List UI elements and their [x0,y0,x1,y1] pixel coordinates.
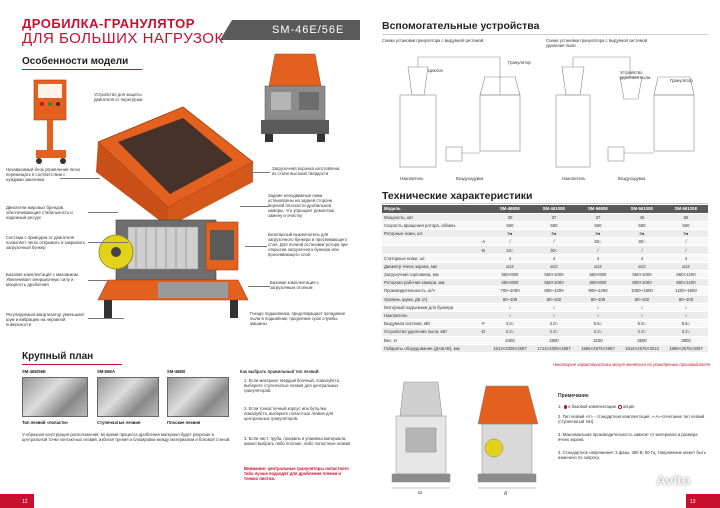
model-banner: SM-46E/56E [232,20,360,40]
spec-row [382,344,708,352]
spec-cell: 4 [620,254,664,262]
spec-cell: 660×1200 [664,271,708,279]
leader-line [240,206,268,207]
label-storage-2: Накопитель [562,176,586,181]
label-blower-2: Воздуходувка [618,176,646,181]
spec-cell [478,287,488,295]
label-damper: Регулируемый амортизатор уменьшает шум и вибрацию на неровной поверхности [6,312,85,327]
avito-watermark: Avito [656,472,691,488]
spec-cell: 2.2○ [488,328,532,336]
spec-cell: 560 [576,221,620,229]
spec-row [382,320,708,328]
legend-standard: в базовой комплектации [568,404,616,409]
leader-line [88,212,118,213]
spec-cell: ○ [532,311,576,319]
spec-cell [478,221,488,229]
spec-cell: 2.2○ [620,328,664,336]
spec-cell: 1000~1500 [620,287,664,295]
legend-option: опция [622,404,635,409]
spec-cell: 45 [620,213,664,221]
section-features-heading: Особенности модели [22,56,129,67]
spec-cell: ○ [576,311,620,319]
spec-cell: 5.5○ [664,320,708,328]
spec-cell: 800×800 [576,279,620,287]
spec-cell: ○ [488,311,532,319]
spec-cell: 2400 [488,336,532,344]
spec-cell: 660×1000 [532,279,576,287]
label-storage: Накопитель [400,176,424,181]
spec-cell: 800~1200 [532,287,576,295]
spec-cell [478,262,488,270]
spec-cell: 30○ [532,246,576,254]
label-drive: Система с приводом от двигателя позволяет легко открывать и закрывать загрузочный бункер [6,235,85,250]
spec-cell: ø12 [664,262,708,270]
howto-item-2: 2. Если тонкостенный корпус или бутылки, пожалуйста, выберите лопастные лезвия для центральных грануляторов. [244,406,334,422]
label-dust-device: Устройство удаления пыли [620,70,651,80]
spec-cell: 560 [488,221,532,229]
spec-cell: Уровень шума, дБ (А) [382,295,478,303]
howto-title: Как выбрать правильный тип лезвий: [240,369,320,374]
spec-cell: 660×800 [488,279,532,287]
note-legend: 1. в базовой комплектации опция [558,404,635,409]
spec-cell: 560 [532,221,576,229]
spec-cell: ø12 [620,262,664,270]
blade-caption-2: Ступенчатые лезвия [97,420,141,425]
machine-side-view [255,46,335,146]
blade-caption-1: Тип лезвий «лопасти» [22,420,69,425]
note-title: Примечание [558,393,589,399]
spec-cell [478,344,488,352]
spec-cell: -F [478,320,488,328]
spec-cell [382,238,478,246]
dimension-width: Ш [418,490,422,495]
section-underline [382,203,708,204]
dimension-drawing [382,376,552,494]
page-number-right: 13 [690,499,696,505]
leader-line [88,318,124,319]
spec-cell: 800×1200 [664,279,708,287]
note-item-4: 4. Стандартное напряжение: 3 фазы, 380 В, 50 Гц. Напряжение может быть изменено по запросу. [558,450,706,461]
section-underline [22,364,122,365]
scheme-2-title: Схема установки гранулятора с выдувной системой удаления пыли [546,38,648,49]
spec-table [382,205,708,353]
right-page [360,0,720,508]
spec-cell: 90~100 [532,295,576,303]
spec-cell: ○ [664,311,708,319]
spec-row [382,262,708,270]
spec-cell: 30○ [576,238,620,246]
blade-model-2: SM-56EA [97,369,116,374]
spec-cell: 5.5○ [576,320,620,328]
spec-row [382,336,708,344]
leader-line [248,286,270,287]
option-ring-icon [618,405,622,409]
spec-cell: Загрузочная горловина, мм [382,271,478,279]
spec-cell: 660×800 [576,271,620,279]
spec-header-cell: SM-56100E [620,205,664,213]
spec-row [382,295,708,303]
spec-cell: ○ [576,303,620,311]
spec-row [382,238,708,246]
label-granulator: Гранулятор [508,60,531,65]
spec-cell: Накопитель [382,311,478,319]
granulator-main-image [88,102,263,327]
spec-cell: ○ [532,303,576,311]
scheme-1-diagram [390,55,540,175]
spec-cell: / [620,246,664,254]
spec-row [382,271,708,279]
howto-item-1: 1. Если материал твердый блочный, пожалуйста, выберите ступенчатые лезвия для центральных грануляторов. [244,378,341,394]
label-motors: Двигатели мировых брендов, обеспечивающие стабильность и надежный ресурс [6,205,73,220]
spec-cell: Роторная рабочая камера, мм [382,279,478,287]
section-underline [22,69,142,70]
v-design-text: V-образная конструкция расположения: во время процесса дробления материал будет разрезан в центральной точке контактных лезвий, избегая трения и блокировки между материалом и боковой стеной. [22,432,231,443]
spec-header-cell: SM-4680E [488,205,532,213]
spec-cell: 3800 [664,336,708,344]
spec-cell: 90~100 [664,295,708,303]
spec-row [382,221,708,229]
spec-row [382,328,708,336]
label-base2: Базовая комплектация с загрузочным отсеком [270,280,319,290]
spec-cell: 5.5○ [620,320,664,328]
leader-line [88,280,108,281]
page-number-left: 12 [22,499,28,505]
spec-cell [478,311,488,319]
label-motor-protect: Устройство для защиты двигателя от перегрузки [94,92,143,102]
spec-cell: ○ [620,311,664,319]
howto-item-3: 3. Если лист, труба, профиль и упаковка материала, можно выбрать либо плоские, либо лопастные лезвия. [244,436,352,447]
spec-cell: 3190 [576,336,620,344]
spec-cell: 1513×2005×2587 [488,344,532,352]
spec-cell: / [664,238,708,246]
blade-model-1: SM-46E/56E [22,369,46,374]
section-specs-heading: Технические характеристики [382,190,533,202]
spec-cell: Статорные ножи, шт. [382,254,478,262]
spec-cell: 560×1000 [532,271,576,279]
spec-row [382,311,708,319]
spec-cell [478,336,488,344]
spec-cell: 1596×2575×2967 [576,344,620,352]
spec-cell: 4 [488,254,532,262]
leader-line [60,178,100,179]
spec-cell [478,303,488,311]
spec-cell [382,246,478,254]
dimension-depth: Д [504,490,507,495]
spec-header-cell [478,205,488,213]
spec-cell: Вес, кг [382,336,478,344]
spec-cell: 2.2○ [576,328,620,336]
spec-cell: 37 [532,213,576,221]
spec-cell: 4.0○ [532,320,576,328]
spec-cell: 2.2○ [532,328,576,336]
spec-cell: ø12 [532,262,576,270]
spec-cell: / [532,238,576,246]
spec-cell: 2800 [532,336,576,344]
spec-header-cell: Модель [382,205,478,213]
spec-cell: 37 [576,213,620,221]
spec-cell: Диаметр ячеек экрана, мм [382,262,478,270]
spec-cell: 1713×2005×2587 [532,344,576,352]
spec-cell: ○ [620,303,664,311]
spec-cell: / [576,246,620,254]
spec-cell: / [488,238,532,246]
note-item-2: 2. Тип лезвий «V» - стандартная комплектация, «-A»-сочетание тип лезвий (ступенчатый тип). [558,414,705,425]
spec-cell: ○ [664,303,708,311]
spec-cell: Моторный подъемник для бункера [382,303,478,311]
spec-cell: ø12 [576,262,620,270]
standard-dot-icon [564,405,568,409]
label-rear-blades: Задние неподвижные ножи установлены на задней стороне верхней плоскости дробильной камеры, что упрощает демонтаж, замену и очистку [268,193,335,218]
blade-photo-flat [167,377,229,417]
spec-cell [478,295,488,303]
control-cabinet-image [20,74,82,169]
label-cyclone: Циклон [428,68,443,73]
spec-cell [478,254,488,262]
section-underline [382,34,708,35]
spec-cell: Габариты оборудования (Д×Ш×В), мм [382,344,478,352]
leader-line [245,246,267,247]
spec-cell: Роторные ножи, шт. [382,230,478,238]
scheme-1-title: Схема установки гранулятора с выдувной системой [382,38,484,43]
spec-cell: 90~100 [576,295,620,303]
spec-cell: 4 [532,254,576,262]
spec-cell [478,213,488,221]
spec-cell: Мощность, квт [382,213,478,221]
spec-cell: Скорость вращения ротора, об/мин. [382,221,478,229]
warning-text: Внимание: центральные грануляторы лопастного типа лучше подходят для дробления пленки и тонких листов. [244,466,349,482]
label-blower: Воздуходувка [456,176,484,181]
spec-cell: 2.2○ [664,328,708,336]
page-subtitle: ДЛЯ БОЛЬШИХ НАГРУЗОК [22,30,224,47]
spec-cell: 6● [532,230,576,238]
section-closeup-heading: Крупный план [22,351,94,362]
spec-cell [478,279,488,287]
spec-cell: / [664,246,708,254]
spec-cell: 560 [664,221,708,229]
spec-header-row [382,205,708,213]
spec-row [382,254,708,262]
spec-cell: 6● [620,230,664,238]
spec-cell: 3500 [620,336,664,344]
spec-cell: 800×1000 [620,279,664,287]
page-title: ДРОБИЛКА-ГРАНУЛЯТОР [22,16,195,31]
spec-cell: ○ [488,303,532,311]
spec-row [382,246,708,254]
leader-line [88,242,128,243]
footer-bar [0,494,34,508]
spec-row [382,279,708,287]
spec-cell: 24○ [488,246,532,254]
spec-cell [478,271,488,279]
spec-row [382,303,708,311]
spec-cell: 90~100 [488,295,532,303]
spec-cell: Выдувная система, кВт [382,320,478,328]
spec-cell: 4.0○ [488,320,532,328]
spec-cell: 6● [664,230,708,238]
spec-cell: -B [478,246,488,254]
spec-header-cell: SM-46100E [532,205,576,213]
blade-photo-paddle [22,377,88,417]
spec-cell: 1986×2575×3097 [664,344,708,352]
spec-cell: 90~100 [620,295,664,303]
spec-cell: 4 [664,254,708,262]
label-control-box: Независимый блок управления легко перемещать в соответствии с нуждами заказчика [6,167,81,182]
blade-photo-stepped [97,377,159,417]
spec-cell: -A [478,238,488,246]
spec-cell: 700~1000 [488,287,532,295]
blade-caption-3: Плоские лезвия [167,420,201,425]
label-bearing: Гнездо подшипника, предотвращает попадание пыли в подшипник, продление срок службы машины [250,311,346,326]
spec-cell: 560×800 [488,271,532,279]
spec-cell: 6● [576,230,620,238]
spec-cell: Устройство удаления пыли, кВт [382,328,478,336]
spec-cell: 55 [664,213,708,221]
label-hopper: Загрузочная воронка изготовлена из стали высокой твердости [272,166,340,176]
spec-row [382,213,708,221]
label-safety: Безопасный выключатель для загрузочного бункера и просеивающего слоя. Для полной остановки ротора при открытии загрузочного бункера или просеивающего слоя [268,232,348,257]
spec-cell: 6● [488,230,532,238]
spec-header-cell: SM-5680E [576,205,620,213]
note-item-3: 3. Максимальная производительность зависит от материала и размера ячеек экрана. [558,432,698,443]
spec-note: Некоторые характеристики могут меняться по усмотрению производителя [553,362,710,367]
label-granulator-2: Гранулятор [670,78,693,83]
spec-row [382,230,708,238]
spec-header-cell: SM-56120E [664,205,708,213]
spec-cell: 1816×2575×3013 [620,344,664,352]
label-base: Базовая комплектация с маховиком. Увеличивает инерционную силу и мощность дробления [6,272,80,287]
spec-cell: 900~1250 [576,287,620,295]
spec-row [382,287,708,295]
spec-cell: 1200~1600 [664,287,708,295]
spec-cell: 39○ [620,238,664,246]
spec-cell: 560 [620,221,664,229]
leader-line [246,172,270,173]
spec-cell [478,230,488,238]
section-aux-heading: Вспомогательные устройства [382,20,540,32]
spec-cell: 660×1000 [620,271,664,279]
spec-cell: -D [478,328,488,336]
spec-cell: 30 [488,213,532,221]
spec-cell: 4 [576,254,620,262]
spec-cell: Производительность, кг/ч [382,287,478,295]
blade-model-3: SM-46EB [167,369,186,374]
spec-cell: ø12 [488,262,532,270]
